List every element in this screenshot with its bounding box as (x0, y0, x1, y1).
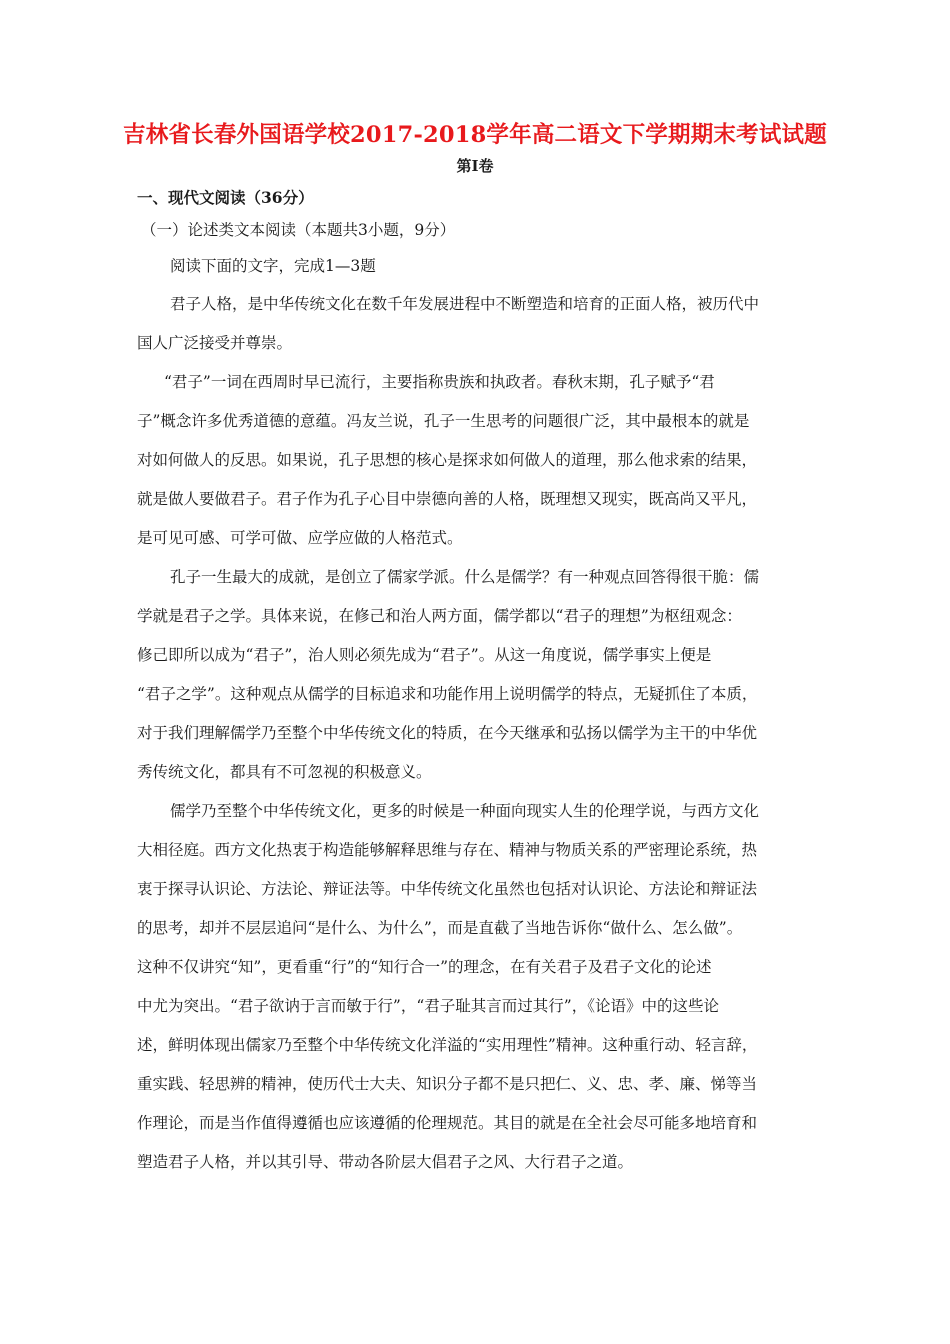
paragraph-line: 中尤为突出。“君子欲讷于言而敏于行”，“君子耻其言而过其行”，《论语》中的这些论 (137, 997, 719, 1015)
paragraph-line: 这种不仅讲究“知”，更看重“行”的“知行合一”的理念，在有关君子及君子文化的论述 (137, 958, 712, 976)
paragraph-line: 对如何做人的反思。如果说，孔子思想的核心是探求如何做人的道理，那么他求索的结果， (137, 451, 758, 469)
paragraph-line: 修己即所以成为“君子”，治人则必须先成为“君子”。从这一角度说，儒学事实上便是 (137, 646, 712, 664)
paragraph-line: 重实践、轻思辨的精神，使历代士大夫、知识分子都不是只把仁、义、忠、孝、廉、悌等当 (137, 1075, 758, 1093)
paragraph-line: “君子”一词在西周时早已流行，主要指称贵族和执政者。春秋末期，孔子赋予“君 (164, 373, 715, 391)
document-title: 吉林省长春外国语学校2017-2018学年高二语文下学期期末考试试题 (123, 122, 827, 148)
paragraph-line: 对于我们理解儒学乃至整个中华传统文化的特质，在今天继承和弘扬以儒学为主干的中华优 (137, 724, 758, 742)
paragraph-line: 国人广泛接受并尊崇。 (137, 334, 293, 352)
paragraph-line: 子”概念许多优秀道德的意蕴。冯友兰说，孔子一生思考的问题很广泛，其中最根本的就是 (137, 412, 750, 430)
paragraph-line: “君子之学”。这种观点从儒学的目标追求和功能作用上说明儒学的特点，无疑抓住了本质， (137, 685, 758, 703)
paragraph-line: 衷于探寻认识论、方法论、辩证法等。中华传统文化虽然也包括对认识论、方法论和辩证法 (137, 880, 758, 898)
reading-instruction: 阅读下面的文字，完成1—3题 (170, 257, 376, 275)
paragraph-line: 就是做人要做君子。君子作为孔子心目中崇德向善的人格，既理想又现实，既高尚又平凡， (137, 490, 758, 508)
volume-label: 第Ⅰ卷 (456, 157, 494, 175)
paragraph-line: 的思考，却并不层层追问“是什么、为什么”，而是直截了当地告诉你“做什么、怎么做”。 (137, 919, 743, 937)
paragraph-line: 学就是君子之学。具体来说，在修己和治人两方面，儒学都以“君子的理想”为枢纽观念： (137, 607, 742, 625)
section-heading: 一、现代文阅读（36分） (137, 188, 314, 207)
paragraph-line: 大相径庭。西方文化热衷于构造能够解释思维与存在、精神与物质关系的严密理论系统，热 (137, 841, 758, 859)
paragraph-line: 秀传统文化，都具有不可忽视的积极意义。 (137, 763, 432, 781)
subsection-heading: （一）论述类文本阅读（本题共3小题，9分） (141, 221, 456, 239)
paragraph-line: 述，鲜明体现出儒家乃至整个中华传统文化洋溢的“实用理性”精神。这种重行动、轻言辞， (137, 1036, 758, 1054)
paragraph-line: 孔子一生最大的成就，是创立了儒家学派。什么是儒学？有一种观点回答得很干脆：儒 (170, 568, 760, 586)
paragraph-line: 儒学乃至整个中华传统文化，更多的时候是一种面向现实人生的伦理学说，与西方文化 (170, 802, 760, 820)
paragraph-line: 是可见可感、可学可做、应学应做的人格范式。 (137, 529, 463, 547)
paragraph-line: 作理论，而是当作值得遵循也应该遵循的伦理规范。其目的就是在全社会尽可能多地培育和 (137, 1114, 758, 1132)
paragraph-line: 塑造君子人格，并以其引导、带动各阶层大倡君子之风、大行君子之道。 (137, 1153, 634, 1171)
paragraph-line: 君子人格，是中华传统文化在数千年发展进程中不断塑造和培育的正面人格，被历代中 (170, 295, 760, 313)
